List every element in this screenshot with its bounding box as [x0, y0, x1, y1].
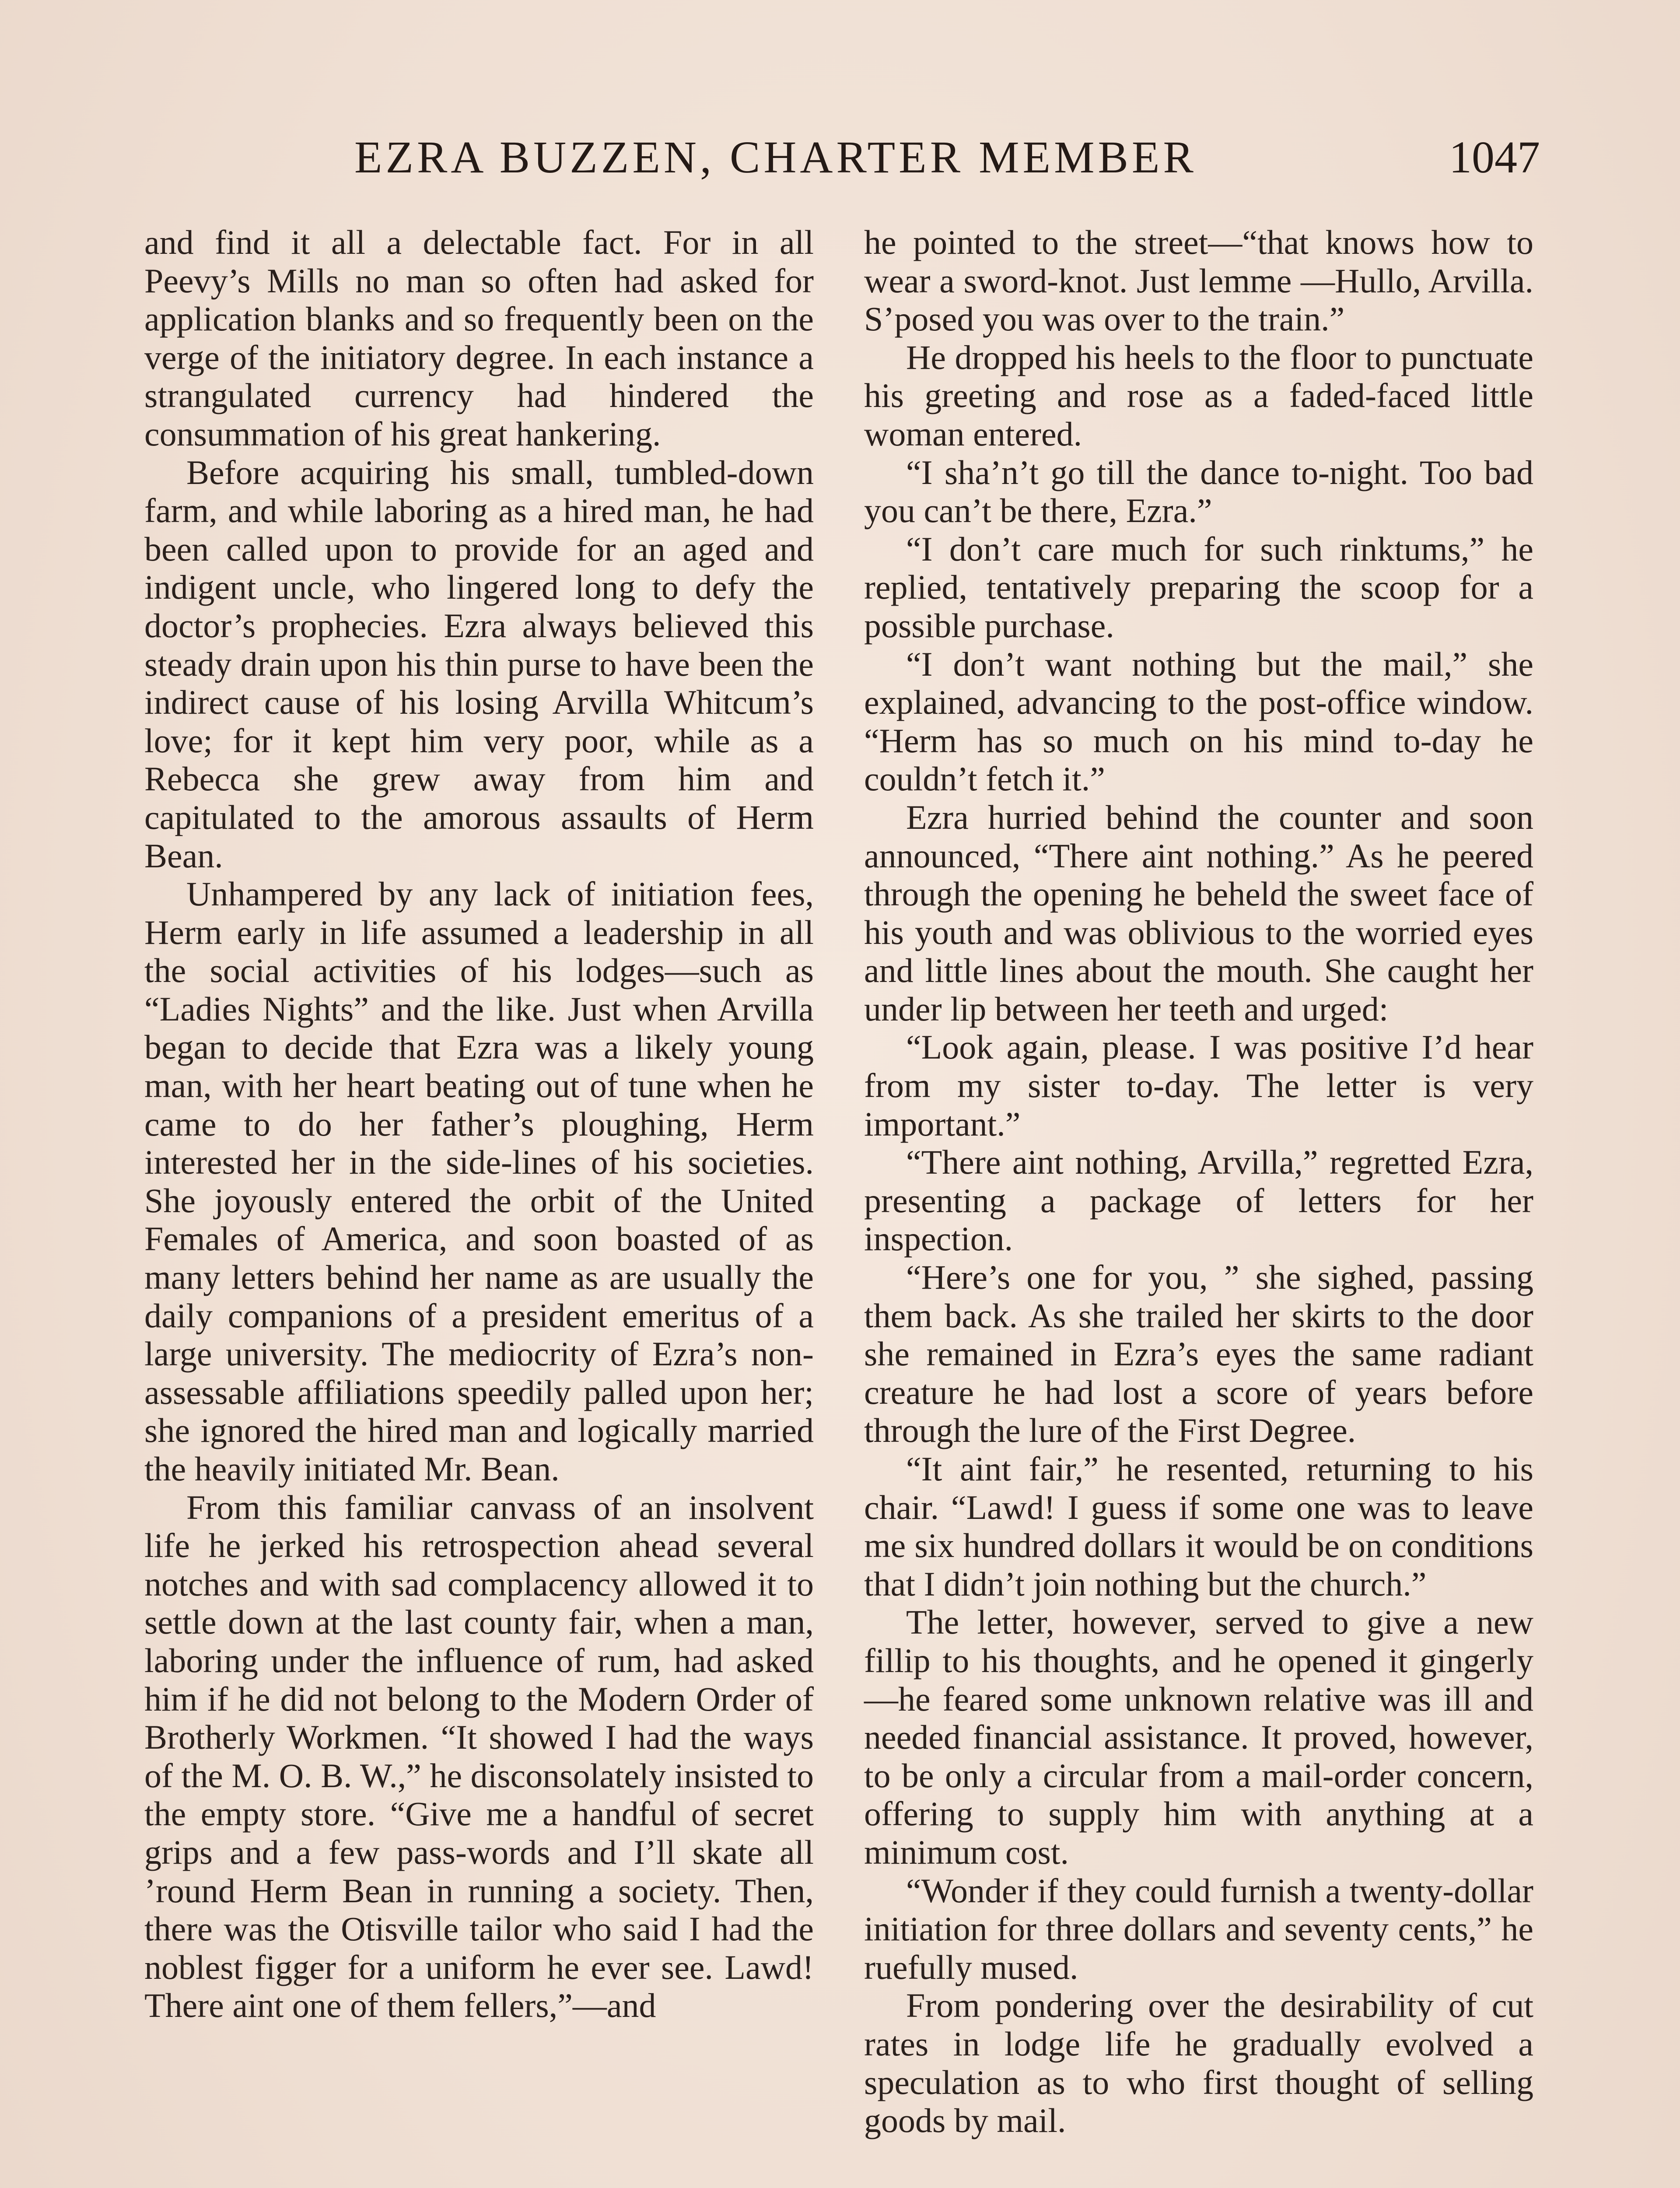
paragraph: “I sha’n’t go till the dance to-night. Too bad you can’t be there, Ezra.” [864, 453, 1533, 530]
right-column [864, 223, 1533, 2140]
paragraph: Before acquiring his small, tumbled-down farm, and while laboring as a hired man, he had been called upon to provide for an aged and indigent uncle, who lingered long to defy the doctor’s prophecies. Ezra always believed this steady drain upon his thin purse to have been the indirect cause of his losing Arvilla Whitcum’s love; for it kept him very poor, while as a Rebecca she grew away from him and capitulated to the amorous assaults of Herm Bean. [144, 453, 814, 875]
paragraph: The letter, however, served to give a new fillip to his thoughts, and he opened it gingerly—he feared some unknown relative was ill and needed financial assistance. It proved, however, to be only a circular from a mail-order concern, offering to supply him with anything at a minimum cost. [864, 1603, 1533, 1871]
paragraph: “Wonder if they could furnish a twenty-dollar initiation for three dollars and seventy cents,” he ruefully mused. [864, 1871, 1533, 1986]
page-number: 1047 [1449, 132, 1540, 182]
running-head [144, 131, 1540, 184]
paragraph: “There aint nothing, Arvilla,” regretted Ezra, presenting a package of letters for her inspection. [864, 1143, 1533, 1258]
paragraph: he pointed to the street—“that knows how to wear a sword-knot. Just lemme —Hullo, Arvilla. S’posed you was over to the train.” [864, 223, 1533, 338]
paragraph: “I don’t want nothing but the mail,” she explained, advancing to the post-office window. “Herm has so much on his mind to-day he couldn’t fetch it.” [864, 645, 1533, 798]
paragraph: “It aint fair,” he resented, returning to his chair. “Lawd! I guess if some one was to leave me six hundred dollars it would be on conditions that I didn’t join nothing but the church.” [864, 1450, 1533, 1603]
paragraph: “I don’t care much for such rinktums,” he replied, tentatively preparing the scoop for a possible purchase. [864, 529, 1533, 645]
paragraph: He dropped his heels to the floor to punctuate his greeting and rose as a faded-faced little woman entered. [864, 338, 1533, 453]
running-title: EZRA BUZZEN, CHARTER MEMBER [354, 132, 1197, 182]
paragraph: “Here’s one for you, ” she sighed, passing them back. As she trailed her skirts to the door she remained in Ezra’s eyes the same radiant creature he had lost a score of years before through the lure of the First Degree. [864, 1258, 1533, 1450]
paragraph: and find it all a delectable fact. For in all Peevy’s Mills no man so often had asked for application blanks and so frequently been on the verge of the initiatory degree. In each instance a strangulated currency had hindered the consummation of his great hankering. [144, 223, 814, 453]
paragraph: Unhampered by any lack of initiation fees, Herm early in life assumed a leadership in all the social activities of his lodges—such as “Ladies Nights” and the like. Just when Arvilla began to decide that Ezra was a likely young man, with her heart beating out of tune when he came to do her father’s ploughing, Herm interested her in the side-lines of his societies. She joyously entered the orbit of the United Females of America, and soon boasted of as many letters behind her name as are usually the daily companions of a president emeritus of a large university. The mediocrity of Ezra’s non-assessable affiliations speedily palled upon her; she ignored the hired man and logically married the heavily initiated Mr. Bean. [144, 875, 814, 1488]
paragraph: “Look again, please. I was positive I’d hear from my sister to-day. The letter is very important.” [864, 1028, 1533, 1143]
paragraph: Ezra hurried behind the counter and soon announced, “There aint nothing.” As he peered through the opening he beheld the sweet face of his youth and was oblivious to the worried eyes and little lines about the mouth. She caught her under lip between her teeth and urged: [864, 798, 1533, 1028]
left-column [144, 223, 814, 2025]
paragraph: From pondering over the desirability of cut rates in lodge life he gradually evolved a speculation as to who first thought of selling goods by mail. [864, 1986, 1533, 2140]
paragraph: From this familiar canvass of an insolvent life he jerked his retrospection ahead several notches and with sad complacency allowed it to settle down at the last county fair, when a man, laboring under the influence of rum, had asked him if he did not belong to the Modern Order of Brotherly Workmen. “It showed I had the ways of the M. O. B. W.,” he disconsolately insisted to the empty store. “Give me a handful of secret grips and a few pass-words and I’ll skate all ’round Herm Bean in running a society. Then, there was the Otisville tailor who said I had the noblest figger for a uniform he ever see. Lawd! There aint one of them fellers,”—and [144, 1488, 814, 2025]
